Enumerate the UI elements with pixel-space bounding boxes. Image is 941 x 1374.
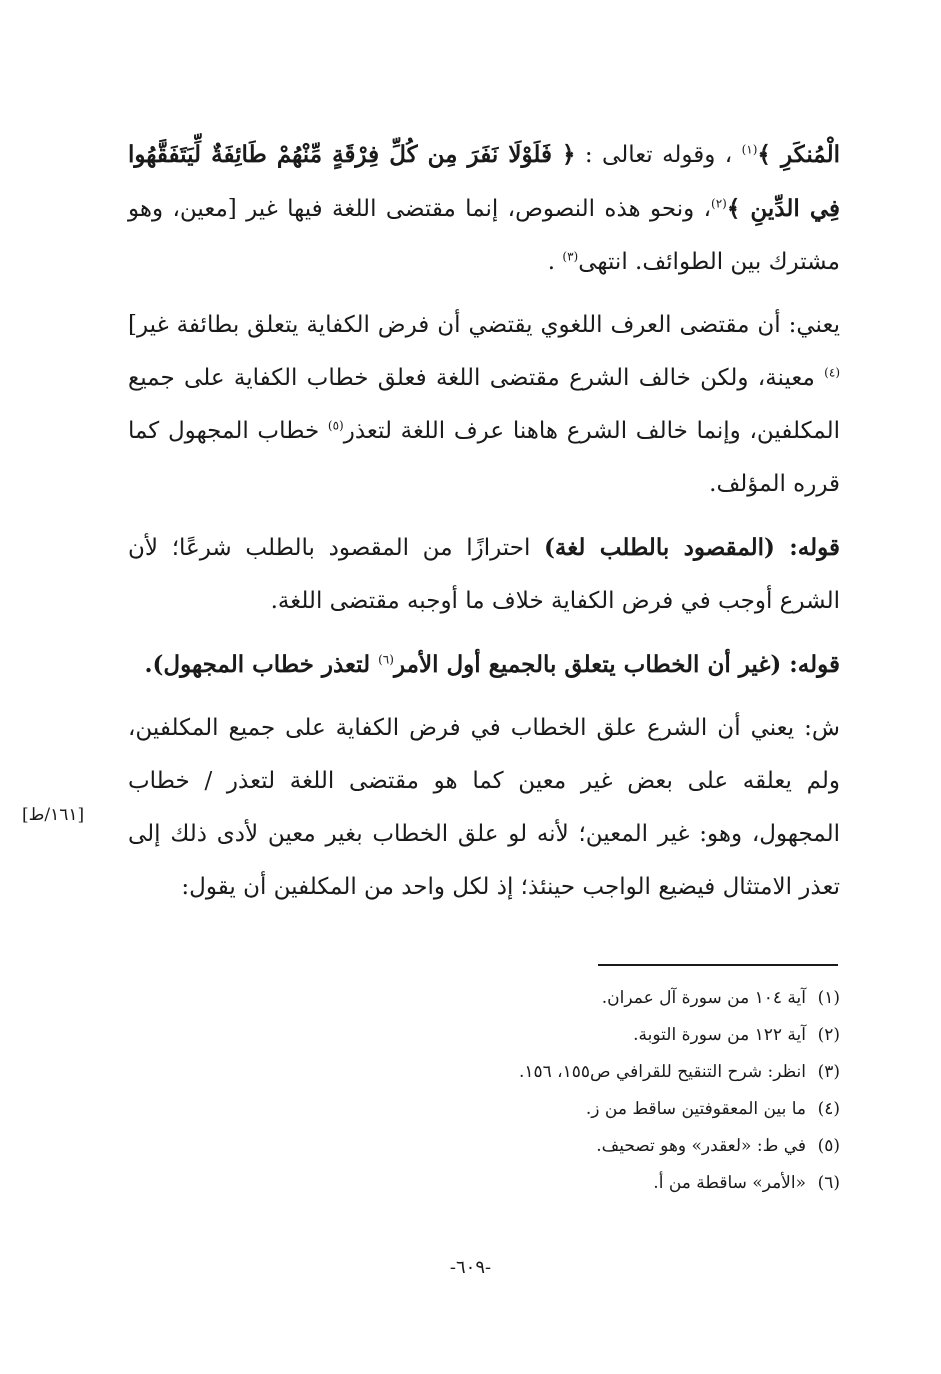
text-run: معينة، ولكن خالف الشرع مقتضى اللغة فعلق خطاب الكفاية على جميع المكلفين، وإنما خالف الشرع هاهنا عرف اللغة لتعذر bbox=[128, 365, 841, 444]
text-run: ، ونحو هذه النصوص، إنما مقتضى اللغة فيها غير [معين، وهو مشترك بين الطوائف. انتهى bbox=[128, 196, 840, 275]
text-run: ، وقوله تعالى : bbox=[575, 142, 742, 168]
footnote-marker: (٣) bbox=[562, 249, 579, 264]
page-number: -٦٠٩- bbox=[449, 1257, 492, 1278]
footnote-number: (٤) bbox=[817, 1099, 840, 1119]
text-run: خطاب المجهول كما قرره المؤلف. bbox=[128, 418, 840, 497]
footnote-text: آية ١٠٤ من سورة آل عمران. bbox=[601, 988, 806, 1008]
footnote-item bbox=[300, 1091, 840, 1128]
footnote-text: ما بين المعقوفتين ساقط من ز. bbox=[585, 1099, 806, 1119]
paragraph-p3 bbox=[128, 521, 840, 628]
bold-text-run: لتعذر خطاب المجهول). bbox=[144, 651, 379, 678]
footnote-number: (٥) bbox=[817, 1136, 840, 1156]
footnote-marker: (٦) bbox=[378, 652, 394, 667]
paragraph-p5 bbox=[128, 702, 840, 914]
main-text bbox=[128, 128, 840, 924]
bold-text-run: قوله: (المقصود بالطلب لغة) bbox=[544, 534, 840, 561]
paragraph-p4 bbox=[128, 638, 840, 692]
footnote-number: (٦) bbox=[817, 1173, 840, 1193]
footnote-text: انظر: شرح التنقيح للقرافي ص١٥٥، ١٥٦. bbox=[518, 1062, 806, 1082]
text-run: . bbox=[547, 249, 563, 275]
text-run: احترازًا من المقصود بالطلب شرعًا؛ لأن الشرع أوجب في فرض الكفاية خلاف ما أوجبه مقتضى اللغة. bbox=[128, 535, 840, 614]
footnote-number: (١) bbox=[817, 988, 840, 1008]
paragraph-p1 bbox=[128, 128, 840, 289]
footnote-marker: (١) bbox=[741, 142, 758, 157]
bold-text-run: قوله: (غير أن الخطاب يتعلق بالجميع أول الأمر bbox=[393, 651, 840, 678]
bold-text-run: الْمُنكَرِ ﴾ bbox=[757, 141, 841, 168]
footnote-item bbox=[300, 1017, 840, 1054]
paragraph-p2 bbox=[128, 299, 840, 511]
footnote-text: في ط: «لعقدر» وهو تصحيف. bbox=[596, 1136, 806, 1156]
text-run: ش: يعني أن الشرع علق الخطاب في فرض الكفاية على جميع المكلفين، ولم يعلقه على بعض غير معين كما هو مقتضى اللغة لتعذر / خطاب المجهول، وهو: غير المعين؛ لأنه لو علق الخطاب بغير معين لأدى ذلك إلى تعذر الامتثال فيضيع الواجب حينئذ؛ إذ لكل واحد من المكلفين أن يقول: bbox=[128, 715, 840, 900]
bold-text-run: ﴿ فَلَوْلَا نَفَرَ مِن كُلِّ فِرْقَةٍ مِّنْهُمْ طَائِفَةٌ لِّيَتَفَقَّهُوا فِي الدِّينِ ﴾ bbox=[128, 141, 840, 222]
footnote-marker: (٤) bbox=[824, 365, 840, 380]
text-run: يعني: أن مقتضى العرف اللغوي يقتضي أن فرض الكفاية يتعلق بطائفة غير] bbox=[128, 312, 840, 338]
footnote-text: «الأمر» ساقطة من أ. bbox=[653, 1173, 806, 1193]
footnote-item bbox=[300, 980, 840, 1017]
footnote-item bbox=[300, 1165, 840, 1202]
footnote-number: (٣) bbox=[817, 1062, 840, 1082]
footnote-item bbox=[300, 1054, 840, 1091]
footnote-number: (٢) bbox=[817, 1025, 840, 1045]
footnote-marker: (٥) bbox=[327, 418, 344, 433]
footnote-text: آية ١٢٢ من سورة التوبة. bbox=[633, 1025, 806, 1045]
footnote-item bbox=[300, 1128, 840, 1165]
footnote-separator bbox=[598, 964, 838, 966]
footnotes-list bbox=[300, 980, 840, 1202]
margin-folio-reference: [١٦١/ط] bbox=[22, 805, 85, 825]
footnote-marker: (٢) bbox=[711, 196, 727, 211]
